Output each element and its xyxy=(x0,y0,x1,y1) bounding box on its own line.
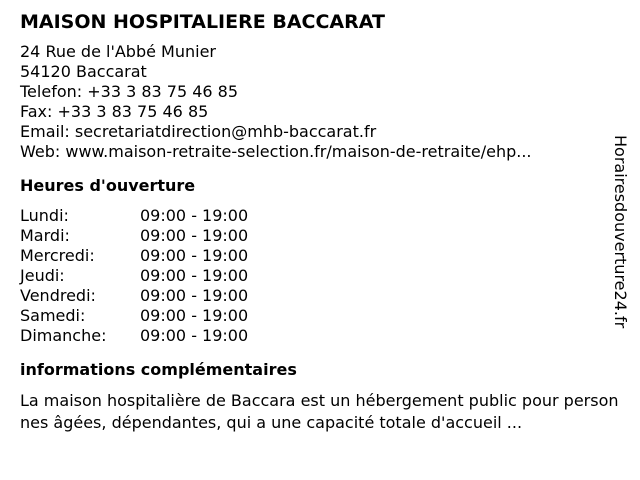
address-city: 54120 Baccarat xyxy=(20,62,147,81)
email-line[interactable]: Email: secretariatdirection@mhb-baccarat.fr xyxy=(20,122,377,141)
time-range: 09:00 - 19:00 xyxy=(140,206,249,225)
time-range: 09:00 - 19:00 xyxy=(140,226,249,245)
phone-line: Telefon: +33 3 83 75 46 85 xyxy=(20,82,239,101)
day-label: Vendredi: xyxy=(20,286,96,305)
time-range: 09:00 - 19:00 xyxy=(140,306,249,325)
address-street: 24 Rue de l'Abbé Munier xyxy=(20,42,216,61)
hours-row-jeudi xyxy=(20,266,620,286)
day-label: Mardi: xyxy=(20,226,70,245)
web-line[interactable]: Web: www.maison-retraite-selection.fr/maison-de-retraite/ehp... xyxy=(20,142,532,161)
day-label: Lundi: xyxy=(20,206,69,225)
business-card xyxy=(20,10,620,434)
brand-watermark: Horairesdouverture24.fr xyxy=(611,135,630,329)
hours-heading: Heures d'ouverture xyxy=(20,176,196,195)
contact-block xyxy=(20,42,620,162)
hours-row-lundi xyxy=(20,206,620,226)
day-label: Jeudi: xyxy=(20,266,65,285)
hours-row-dimanche xyxy=(20,326,620,346)
day-label: Mercredi: xyxy=(20,246,95,265)
time-range: 09:00 - 19:00 xyxy=(140,286,249,305)
time-range: 09:00 - 19:00 xyxy=(140,326,249,345)
hours-table xyxy=(20,206,620,346)
day-label: Dimanche: xyxy=(20,326,107,345)
time-range: 09:00 - 19:00 xyxy=(140,246,249,265)
hours-row-mercredi xyxy=(20,246,620,266)
info-heading: informations complémentaires xyxy=(20,360,297,379)
info-description: La maison hospitalière de Baccara est un hébergement public pour personnes âgées, dépendantes, qui a une capacité totale d'accueil ... xyxy=(20,391,619,432)
fax-line: Fax: +33 3 83 75 46 85 xyxy=(20,102,209,121)
time-range: 09:00 - 19:00 xyxy=(140,266,249,285)
hours-row-samedi xyxy=(20,306,620,326)
day-label: Samedi: xyxy=(20,306,86,325)
hours-row-vendredi xyxy=(20,286,620,306)
page-title: MAISON HOSPITALIERE BACCARAT xyxy=(20,11,385,33)
hours-row-mardi xyxy=(20,226,620,246)
